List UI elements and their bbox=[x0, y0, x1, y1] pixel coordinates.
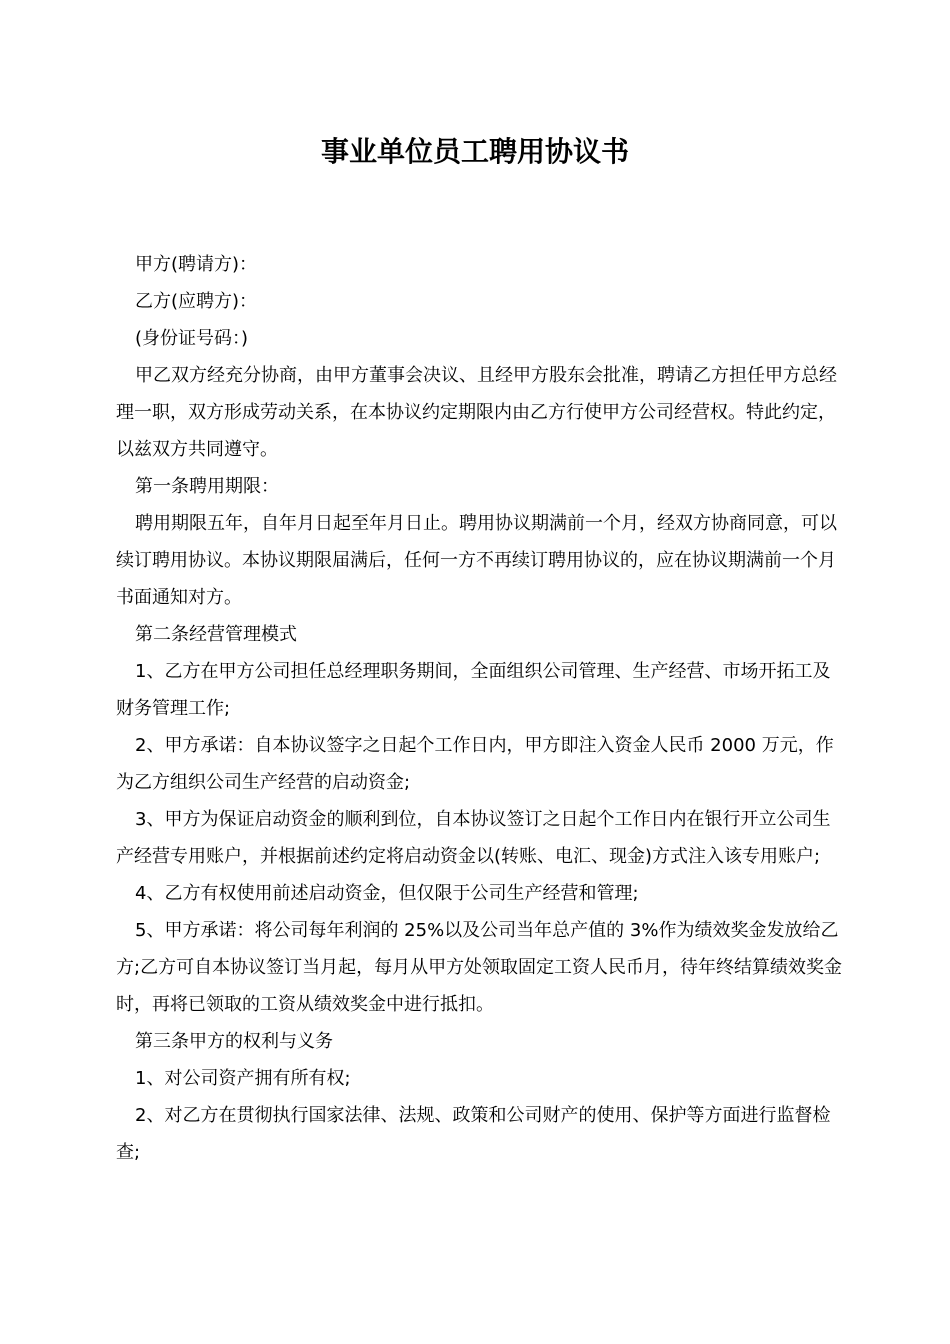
paragraph-preamble: 甲乙双方经充分协商，由甲方董事会决议、且经甲方股东会批准，聘请乙方担任甲方总经理一职，双方形成劳动关系，在本协议约定期限内由乙方行使甲方公司经营权。特此约定，以兹双方共同遵守。 bbox=[116, 365, 837, 460]
document-title: 事业单位员工聘用协议书 bbox=[320, 135, 629, 168]
paragraph-party-a: 甲方(聘请方)： bbox=[135, 254, 258, 275]
document-body bbox=[116, 246, 844, 1171]
paragraph-article-2-item-3: 3、甲方为保证启动资金的顺利到位，自本协议签订之日起个工作日内在银行开立公司生产经营专用账户，并根据前述约定将启动资金以(转账、电汇、现金)方式注入该专用账户; bbox=[116, 809, 831, 867]
paragraph-article-3-item-2: 2、对乙方在贯彻执行国家法律、法规、政策和公司财产的使用、保护等方面进行监督检查; bbox=[116, 1105, 831, 1163]
paragraph-article-3-item-1: 1、对公司资产拥有所有权; bbox=[135, 1068, 351, 1089]
paragraph-article-1: 聘用期限五年，自年月日起至年月日止。聘用协议期满前一个月，经双方协商同意，可以续订聘用协议。本协议期限届满后，任何一方不再续订聘用协议的，应在协议期满前一个月书面通知对方。 bbox=[116, 513, 837, 608]
paragraph-article-2-item-1: 1、乙方在甲方公司担任总经理职务期间，全面组织公司管理、生产经营、市场开拓工及财务管理工作; bbox=[116, 661, 831, 719]
paragraph-article-2-item-5: 5、甲方承诺：将公司每年利润的 25%以及公司当年总产值的 3%作为绩效奖金发放给乙方;乙方可自本协议签订当月起，每月从甲方处领取固定工资人民币月，待年终结算绩效奖金时，再将已领取的工资从绩效奖金中进行抵扣。 bbox=[116, 920, 843, 1015]
heading-article-3: 第三条甲方的权利与义务 bbox=[135, 1031, 333, 1052]
paragraph-article-2-item-4: 4、乙方有权使用前述启动资金，但仅限于公司生产经营和管理; bbox=[135, 883, 639, 904]
heading-article-1: 第一条聘用期限： bbox=[135, 476, 279, 497]
paragraph-party-b: 乙方(应聘方)： bbox=[135, 291, 258, 312]
paragraph-article-2-item-2: 2、甲方承诺：自本协议签字之日起个工作日内，甲方即注入资金人民币 2000 万元，作为乙方组织公司生产经营的启动资金; bbox=[116, 735, 834, 793]
paragraph-id-number: (身份证号码：) bbox=[135, 328, 249, 349]
heading-article-2: 第二条经营管理模式 bbox=[135, 624, 297, 645]
